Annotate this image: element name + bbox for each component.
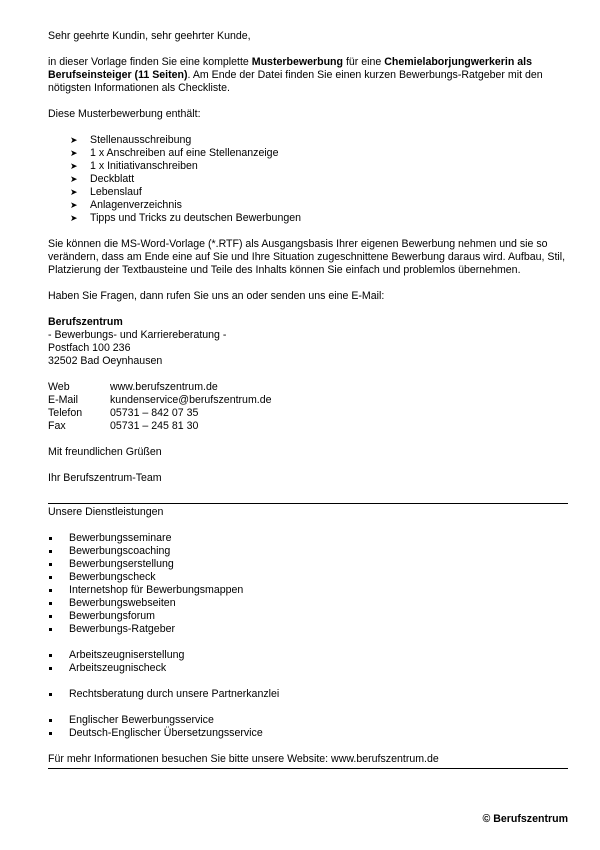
rtf-paragraph: Sie können die MS-Word-Vorlage (*.RTF) als Ausgangsbasis Ihrer eigenen Bewerbung nehmen und sie so verändern, dass am Ende eine auf Sie und Ihre Situation zugeschnittene Bewerbung daraus wird. Aufbau, Stil, Platzierung der Textbausteine und Teile des Inhalts können Sie einfach und problemlos übernehmen. [48, 238, 566, 276]
contact-label: Fax [48, 420, 66, 432]
more-info-text: Für mehr Informationen besuchen Sie bitte unsere Website: www.berufszentrum.de [48, 753, 439, 765]
list-item: Bewerbungsforum [48, 610, 568, 623]
services-list [48, 532, 568, 636]
list-item: Bewerbungscheck [48, 571, 568, 584]
square-bullet-icon [49, 576, 52, 579]
square-bullet-icon [49, 563, 52, 566]
square-bullet-icon [49, 732, 52, 735]
square-bullet-icon [49, 719, 52, 722]
contact-table [48, 381, 272, 433]
contact-label: Telefon [48, 407, 83, 419]
arrow-bullet-icon: ➤ [70, 174, 78, 184]
contact-value: 05731 – 245 81 30 [110, 420, 199, 432]
square-bullet-icon [49, 602, 52, 605]
table-row [48, 407, 272, 420]
address-line: 32502 Bad Oeynhausen [48, 355, 163, 367]
list-item: ➤ 1 x Initiativanschreiben [70, 160, 198, 172]
list-item: Arbeitszeugniserstellung [48, 649, 568, 662]
list-item: Bewerbungsseminare [48, 532, 568, 545]
list-item: Internetshop für Bewerbungsmappen [48, 584, 568, 597]
list-item: Bewerbungserstellung [48, 558, 568, 571]
square-bullet-icon [49, 550, 52, 553]
contact-value: www.berufszentrum.de [110, 381, 218, 393]
intro-bold-2: Chemielaborjungwerkerin als Berufseinsteiger (11 Seiten) [48, 56, 533, 81]
org-name: Berufszentrum [48, 316, 123, 328]
contact-label: E-Mail [48, 394, 79, 406]
contents-list [48, 134, 568, 225]
list-item: ➤ Lebenslauf [70, 186, 142, 198]
intro-paragraph [48, 56, 568, 95]
copyright: © Berufszentrum [482, 813, 568, 825]
address-line: - Bewerbungs- und Karriereberatung - [48, 329, 227, 341]
table-row [48, 394, 272, 407]
arrow-bullet-icon: ➤ [70, 135, 78, 145]
arrow-bullet-icon: ➤ [70, 213, 78, 223]
services-list [48, 714, 568, 740]
square-bullet-icon [49, 615, 52, 618]
address-line: Postfach 100 236 [48, 342, 131, 354]
list-item: ➤ 1 x Anschreiben auf eine Stellenanzeige [70, 147, 279, 159]
greeting: Sehr geehrte Kundin, sehr geehrter Kunde, [48, 30, 251, 42]
list-item: ➤ Stellenausschreibung [70, 134, 192, 146]
services-title: Unsere Dienstleistungen [48, 506, 164, 518]
table-row [48, 420, 272, 433]
square-bullet-icon [49, 537, 52, 540]
table-row [48, 381, 272, 394]
arrow-bullet-icon: ➤ [70, 200, 78, 210]
questions-text: Haben Sie Fragen, dann rufen Sie uns an oder senden uns eine E-Mail: [48, 290, 385, 302]
contact-value: kundenservice@berufszentrum.de [110, 394, 272, 406]
intro-bold-1: Musterbewerbung [251, 56, 343, 68]
square-bullet-icon [49, 693, 52, 696]
services-list [48, 649, 568, 675]
square-bullet-icon [49, 628, 52, 631]
square-bullet-icon [49, 589, 52, 592]
closing: Mit freundlichen Grüßen [48, 446, 162, 458]
list-item: Deutsch-Englischer Übersetzungsservice [48, 727, 568, 740]
list-item: ➤ Tipps und Tricks zu deutschen Bewerbungen [70, 212, 302, 224]
square-bullet-icon [49, 667, 52, 670]
intro-text-1: in dieser Vorlage finden Sie eine komplette [48, 56, 252, 68]
intro-text-2: für eine [343, 56, 385, 68]
signature-team: Ihr Berufszentrum-Team [48, 472, 162, 484]
list-item: ➤ Anlagenverzeichnis [70, 199, 182, 211]
list-item: Englischer Bewerbungsservice [48, 714, 568, 727]
contact-label: Web [48, 381, 70, 393]
document-page [48, 30, 568, 769]
intro-text-3: . Am Ende der Datei finden Sie einen kurzen Bewerbungs-Ratgeber mit den nötigsten Informationen als Checkliste. [48, 69, 543, 94]
list-item: Rechtsberatung durch unsere Partnerkanzlei [48, 688, 568, 701]
list-item: Arbeitszeugnischeck [48, 662, 568, 675]
address-block [48, 316, 568, 368]
divider [48, 503, 568, 504]
arrow-bullet-icon: ➤ [70, 161, 78, 171]
services-list [48, 688, 568, 701]
contents-label: Diese Musterbewerbung enthält: [48, 108, 201, 120]
list-item: ➤ Deckblatt [70, 173, 135, 185]
list-item: Bewerbungswebseiten [48, 597, 568, 610]
arrow-bullet-icon: ➤ [70, 187, 78, 197]
divider [48, 768, 568, 769]
square-bullet-icon [49, 654, 52, 657]
list-item: Bewerbungs-Ratgeber [48, 623, 568, 636]
arrow-bullet-icon: ➤ [70, 148, 78, 158]
list-item: Bewerbungscoaching [48, 545, 568, 558]
contact-value: 05731 – 842 07 35 [110, 407, 199, 419]
